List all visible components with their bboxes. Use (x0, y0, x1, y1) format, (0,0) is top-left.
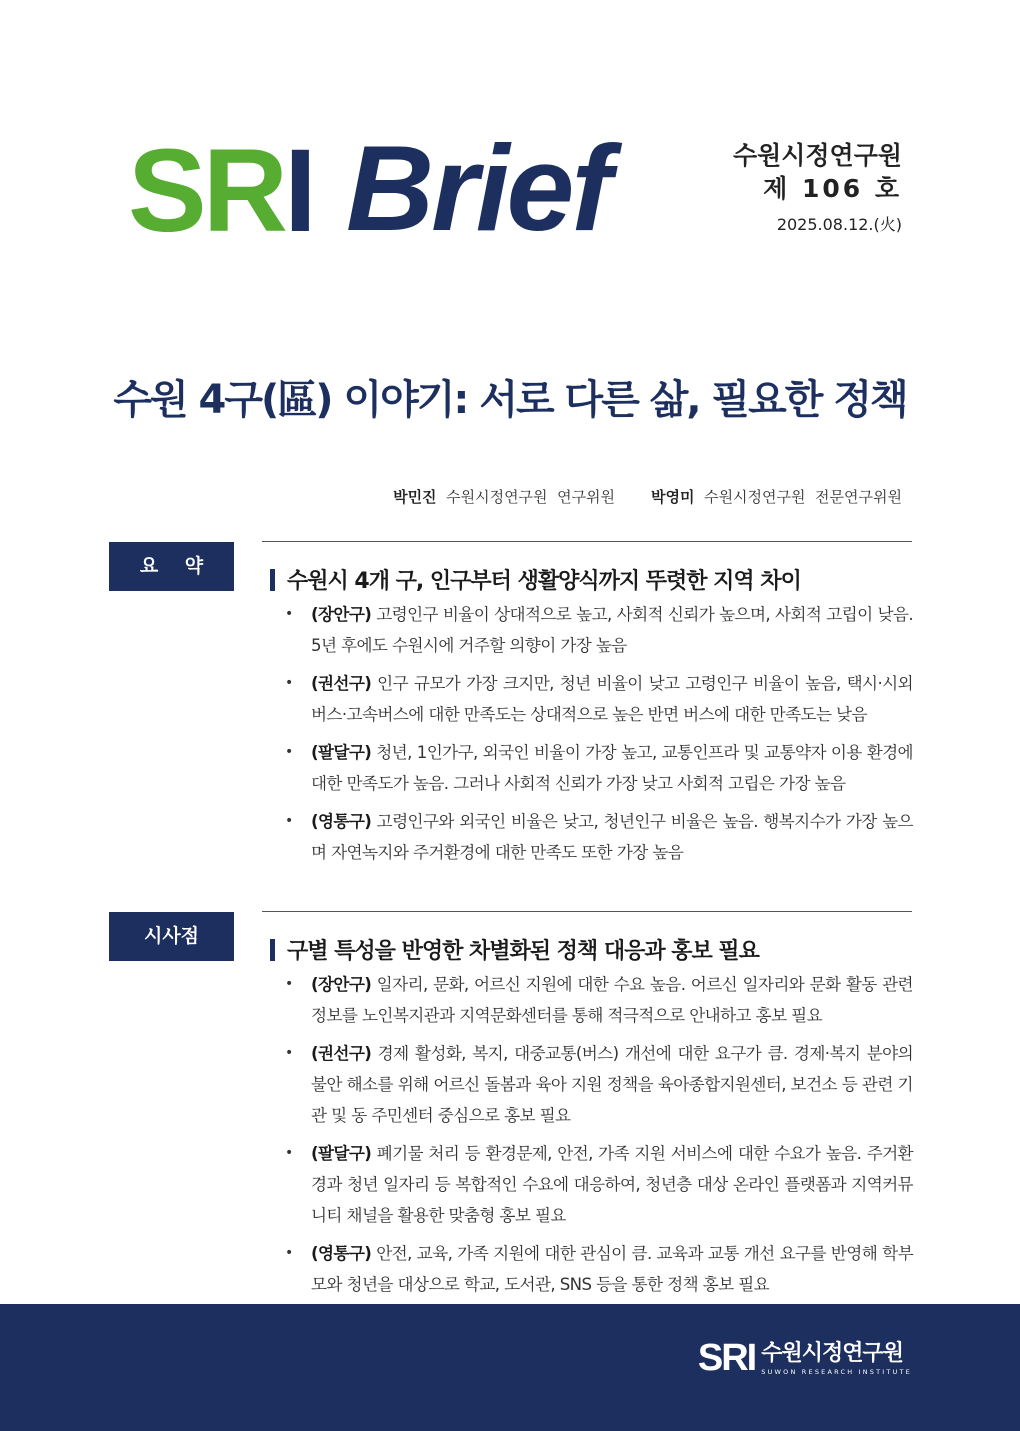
item-text: 일자리, 문화, 어르신 지원에 대한 수요 높음. 어르신 일자리와 문화 활동 관련 정보를 노인복지관과 지역문화센터를 통해 적극적으로 안내하고 홍보 필요 (311, 975, 913, 1025)
item-text: 경제 활성화, 복지, 대중교통(버스) 개선에 대한 요구가 큼. 경제·복지 분야의 불안 해소를 위해 어르신 돌봄과 육아 지원 정책을 육아종합지원센터, 보건소 등 관련 기관 및 동 주민센터 중심으로 홍보 필요 (311, 1044, 913, 1125)
author-affiliation: 수원시정연구원 연구위원 (446, 488, 616, 506)
heading-bar (270, 569, 275, 591)
list-item (283, 1038, 913, 1131)
item-text: 안전, 교육, 가족 지원에 대한 관심이 큼. 교육과 교통 개선 요구를 반영해 학부모와 청년을 대상으로 학교, 도서관, SNS 등을 통한 정책 홍보 필요 (311, 1244, 913, 1294)
item-text: 고령인구와 외국인 비율은 낮고, 청년인구 비율은 높음. 행복지수가 가장 높으며 자연녹지와 주거환경에 대한 만족도 또한 가장 높음 (311, 812, 913, 862)
district-label: (장안구) (311, 975, 372, 994)
publication-info (733, 140, 902, 235)
bullet-icon: • (285, 744, 293, 760)
author-affiliation: 수원시정연구원 전문연구위원 (704, 488, 902, 506)
summary-heading (270, 564, 801, 595)
implications-heading (270, 934, 759, 965)
district-label: (권선구) (311, 674, 372, 693)
logo-brief: Brief (346, 120, 609, 256)
bullet-icon: • (285, 606, 293, 622)
list-item (283, 737, 913, 799)
logo-letter-i: I (283, 125, 313, 257)
publisher-name: 수원시정연구원 (732, 141, 902, 170)
item-text: 폐기물 처리 등 환경문제, 안전, 가족 지원 서비스에 대한 수요가 높음. 주거환경과 청년 일자리 등 복합적인 수요에 대응하여, 청년층 대상 온라인 플랫폼과 지역커뮤니티 채널을 활용한 맞춤형 홍보 필요 (311, 1144, 913, 1225)
implications-list (283, 969, 913, 1307)
district-label: (장안구) (311, 605, 372, 624)
list-item (283, 806, 913, 868)
implications-divider (262, 911, 912, 912)
author-name: 박영미 (651, 488, 695, 506)
bullet-icon: • (285, 1045, 293, 1061)
footer-logo-text (761, 1338, 912, 1377)
list-item (283, 1138, 913, 1231)
district-label: (팔달구) (311, 743, 372, 762)
summary-heading-text: 수원시 4개 구, 인구부터 생활양식까지 뚜렷한 지역 차이 (287, 569, 801, 594)
bullet-icon: • (285, 1245, 293, 1261)
summary-divider (262, 541, 912, 542)
district-label: (권선구) (311, 1044, 372, 1063)
summary-list (283, 599, 913, 875)
footer-org-english: SUWON RESEARCH INSTITUTE (761, 1368, 912, 1376)
implications-label: 시사점 (109, 912, 234, 961)
issue-number: 제 106 호 (763, 174, 902, 203)
list-item (283, 599, 913, 661)
authors (393, 486, 902, 507)
item-text: 고령인구 비율이 상대적으로 높고, 사회적 신뢰가 높으며, 사회적 고립이 낮음. 5년 후에도 수원시에 거주할 의향이 가장 높음 (311, 605, 913, 655)
logo-letter-s: S (128, 125, 203, 257)
summary-label: 요 약 (109, 542, 234, 591)
author-name: 박민진 (393, 488, 437, 506)
item-text: 청년, 1인가구, 외국인 비율이 가장 높고, 교통인프라 및 교통약자 이용 환경에 대한 만족도가 높음. 그러나 사회적 신뢰가 가장 낮고 사회적 고립은 가장 높음 (311, 743, 913, 793)
footer-logo-sri: SRI (697, 1337, 756, 1379)
bullet-icon: • (285, 1145, 293, 1161)
footer-logo (698, 1338, 912, 1378)
district-label: (영통구) (311, 1244, 372, 1263)
list-item (283, 1238, 913, 1300)
bullet-icon: • (285, 813, 293, 829)
district-label: (팔달구) (311, 1144, 372, 1163)
bullet-icon: • (285, 976, 293, 992)
list-item (283, 969, 913, 1031)
implications-heading-text: 구별 특성을 반영한 차별화된 정책 대응과 홍보 필요 (287, 939, 759, 964)
heading-bar (270, 939, 275, 961)
footer-org-korean: 수원시정연구원 (761, 1341, 904, 1366)
page-title: 수원 4구(區) 이야기: 서로 다른 삶, 필요한 정책 (113, 377, 907, 423)
logo-letter-r: R (202, 125, 284, 257)
item-text: 인구 규모가 가장 크지만, 청년 비율이 낮고 고령인구 비율이 높음, 택시·시외버스·고속버스에 대한 만족도는 상대적으로 높은 반면 버스에 대한 만족도는 낮음 (311, 674, 913, 724)
list-item (283, 668, 913, 730)
bullet-icon: • (285, 675, 293, 691)
logo-sri (128, 125, 313, 257)
district-label: (영통구) (311, 812, 372, 831)
issue-date: 2025.08.12.(火) (776, 215, 902, 234)
